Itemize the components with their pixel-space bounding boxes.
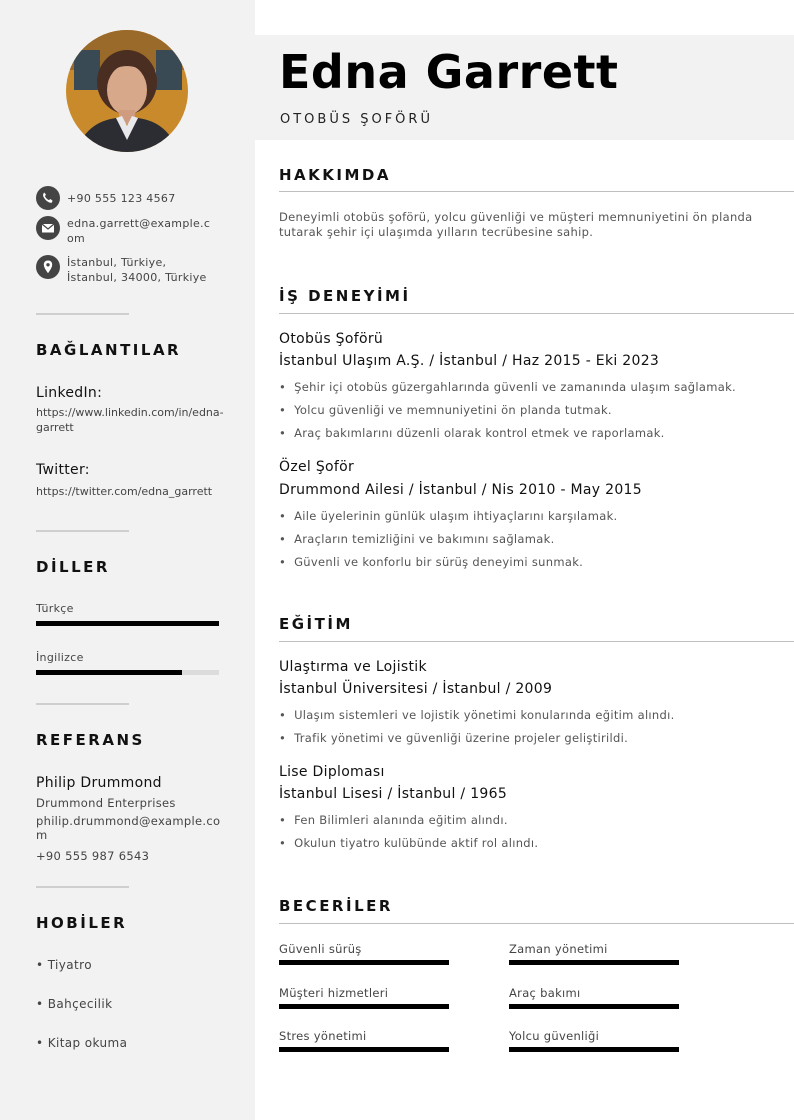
skill-level-bar xyxy=(279,960,449,965)
skill-level-fill xyxy=(279,960,449,965)
main-content xyxy=(255,0,794,1120)
skill-name: Araç bakımı xyxy=(509,986,581,1000)
reference-name: Philip Drummond xyxy=(36,775,162,791)
profile-photo xyxy=(66,30,188,152)
education-title: Lise Diploması xyxy=(279,764,385,780)
twitter-label: Twitter: xyxy=(36,462,90,478)
hobbies-heading: HOBİLER xyxy=(36,914,128,932)
language-name: İngilizce xyxy=(36,651,84,664)
skill-level-bar xyxy=(279,1047,449,1052)
contact-email xyxy=(36,216,226,246)
section-divider xyxy=(279,313,794,314)
sidebar xyxy=(0,0,255,1120)
section-divider xyxy=(279,923,794,924)
location-pin-icon xyxy=(36,255,60,279)
job-bullet: • Aile üyelerinin günlük ulaşım ihtiyaçlarını karşılamak. xyxy=(279,509,618,523)
skill-level-bar xyxy=(509,1004,679,1009)
reference-phone: +90 555 987 6543 xyxy=(36,849,150,863)
job-title-item: Özel Şoför xyxy=(279,459,355,475)
links-heading: BAĞLANTILAR xyxy=(36,341,182,359)
divider xyxy=(36,313,129,315)
reference-email[interactable]: philip.drummond@example.com xyxy=(36,814,221,842)
contact-address xyxy=(36,255,226,285)
hobby-item: • Bahçecilik xyxy=(36,997,113,1011)
languages-heading: DİLLER xyxy=(36,558,110,576)
skill-name: Yolcu güvenliği xyxy=(509,1029,600,1043)
section-divider xyxy=(279,641,794,642)
experience-heading: İŞ DENEYİMİ xyxy=(279,287,411,305)
education-bullet: • Fen Bilimleri alanında eğitim alındı. xyxy=(279,813,508,827)
skill-level-fill xyxy=(279,1047,449,1052)
skill-level-fill xyxy=(279,1004,449,1009)
job-details: Drummond Ailesi / İstanbul / Nis 2010 - May 2015 xyxy=(279,482,642,498)
hobby-item: • Kitap okuma xyxy=(36,1036,128,1050)
education-heading: EĞİTİM xyxy=(279,615,353,633)
divider xyxy=(36,886,129,888)
language-level-bar xyxy=(36,670,219,675)
skill-name: Güvenli sürüş xyxy=(279,942,362,956)
email-text[interactable]: edna.garrett@example.com xyxy=(67,217,211,245)
skill-level-bar xyxy=(509,1047,679,1052)
job-bullet: • Araçların temizliğini ve bakımını sağlamak. xyxy=(279,532,555,546)
about-heading: HAKKIMDA xyxy=(279,166,391,184)
job-bullet: • Yolcu güvenliği ve memnuniyetini ön planda tutmak. xyxy=(279,403,612,417)
language-level-fill xyxy=(36,621,219,626)
email-icon xyxy=(36,216,60,240)
job-bullet: • Güvenli ve konforlu bir sürüş deneyimi sunmak. xyxy=(279,555,583,569)
education-bullet: • Okulun tiyatro kulübünde aktif rol alındı. xyxy=(279,836,538,850)
job-title-item: Otobüs Şoförü xyxy=(279,331,384,347)
phone-icon xyxy=(36,186,60,210)
education-bullet: • Trafik yönetimi ve güvenliği üzerine projeler geliştirildi. xyxy=(279,731,628,745)
education-title: Ulaştırma ve Lojistik xyxy=(279,659,427,675)
education-bullet: • Ulaşım sistemleri ve lojistik yönetimi konularında eğitim alındı. xyxy=(279,708,675,722)
skill-level-fill xyxy=(509,960,679,965)
skills-heading: BECERİLER xyxy=(279,897,393,915)
twitter-link[interactable]: https://twitter.com/edna_garrett xyxy=(36,485,213,498)
job-title: OTOBÜS ŞOFÖRÜ xyxy=(280,112,433,127)
divider xyxy=(36,530,129,532)
skill-name: Zaman yönetimi xyxy=(509,942,608,956)
language-name: Türkçe xyxy=(36,602,74,615)
job-bullet: • Şehir içi otobüs güzergahlarında güvenli ve zamanında ulaşım sağlamak. xyxy=(279,380,736,394)
portrait-illustration xyxy=(66,30,188,152)
job-bullet: • Araç bakımlarını düzenli olarak kontrol etmek ve raporlamak. xyxy=(279,426,665,440)
hobby-item: • Tiyatro xyxy=(36,958,92,972)
skill-level-bar xyxy=(509,960,679,965)
reference-heading: REFERANS xyxy=(36,731,145,749)
linkedin-label: LinkedIn: xyxy=(36,385,103,401)
skill-level-bar xyxy=(279,1004,449,1009)
skill-level-fill xyxy=(509,1004,679,1009)
contact-phone xyxy=(36,186,226,210)
skill-name: Müşteri hizmetleri xyxy=(279,986,389,1000)
language-level-fill xyxy=(36,670,182,675)
education-details: İstanbul Üniversitesi / İstanbul / 2009 xyxy=(279,681,553,697)
address-text: İstanbul, Türkiye, İstanbul, 34000, Türkiye xyxy=(67,256,207,284)
phone-text: +90 555 123 4567 xyxy=(67,192,176,205)
reference-company: Drummond Enterprises xyxy=(36,796,176,810)
about-text: Deneyimli otobüs şoförü, yolcu güvenliği ve müşteri memnuniyetini ön planda tutarak şehir içi ulaşımda yılların tecrübesine sahip. xyxy=(279,210,753,239)
education-details: İstanbul Lisesi / İstanbul / 1965 xyxy=(279,786,508,802)
person-name: Edna Garrett xyxy=(279,45,619,99)
skill-name: Stres yönetimi xyxy=(279,1029,367,1043)
section-divider xyxy=(279,191,794,192)
language-level-bar xyxy=(36,621,219,626)
skill-level-fill xyxy=(509,1047,679,1052)
linkedin-link[interactable]: https://www.linkedin.com/in/edna-garrett xyxy=(36,406,224,434)
divider xyxy=(36,703,129,705)
job-details: İstanbul Ulaşım A.Ş. / İstanbul / Haz 2015 - Eki 2023 xyxy=(279,353,660,369)
